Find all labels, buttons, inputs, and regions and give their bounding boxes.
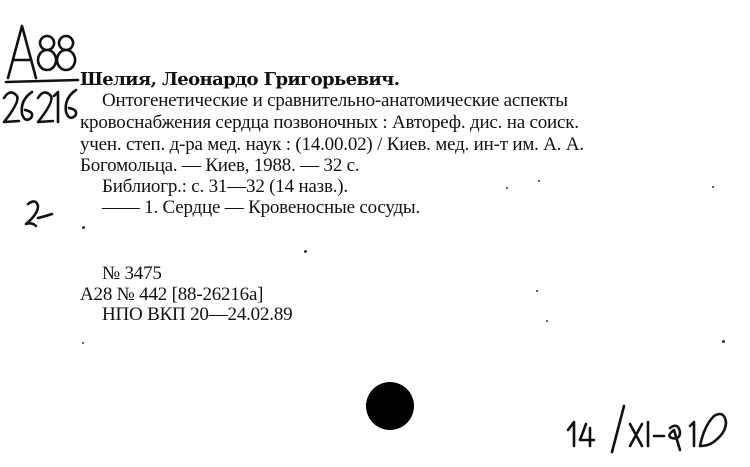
handwritten-number: [4, 90, 76, 122]
speck: [506, 187, 508, 189]
speck: [82, 342, 84, 344]
npo-stamp: НПО ВКП 20—24.02.89: [102, 304, 293, 325]
title-line-1: Онтогенетические и сравнительно-анатомические аспекты: [102, 90, 568, 111]
speck: [538, 180, 540, 182]
title-line-4: Богомольца. — Киев, 1988. — 32 с.: [80, 155, 360, 176]
speck: [536, 290, 538, 292]
handwritten-shelf-code: [6, 26, 78, 82]
speck: [546, 320, 548, 322]
title-line-3: учен. степ. д-ра мед. наук : (14.00.02) / Киев. мед. ин-т им. А. А.: [80, 134, 584, 155]
bibliography-note: Библиогр.: с. 31—32 (14 назв.).: [102, 176, 348, 197]
title-line-2: кровоснабжения сердца позвоночных : Автореф. дис. на соиск.: [80, 112, 579, 133]
punch-hole: [366, 382, 414, 430]
handwritten-date: [568, 406, 726, 452]
subject-heading: —— 1. Сердце — Кровеносные сосуды.: [102, 197, 421, 218]
speck: [82, 226, 85, 229]
registry-number: А28 № 442 [88-26216а]: [80, 284, 264, 305]
author-heading: Шелия, Леонардо Григорьевич.: [80, 69, 400, 90]
speck: [712, 186, 714, 188]
handwritten-margin-mark: [26, 201, 52, 226]
speck: [304, 250, 307, 253]
speck: [722, 340, 725, 343]
card-number: № 3475: [102, 263, 162, 284]
